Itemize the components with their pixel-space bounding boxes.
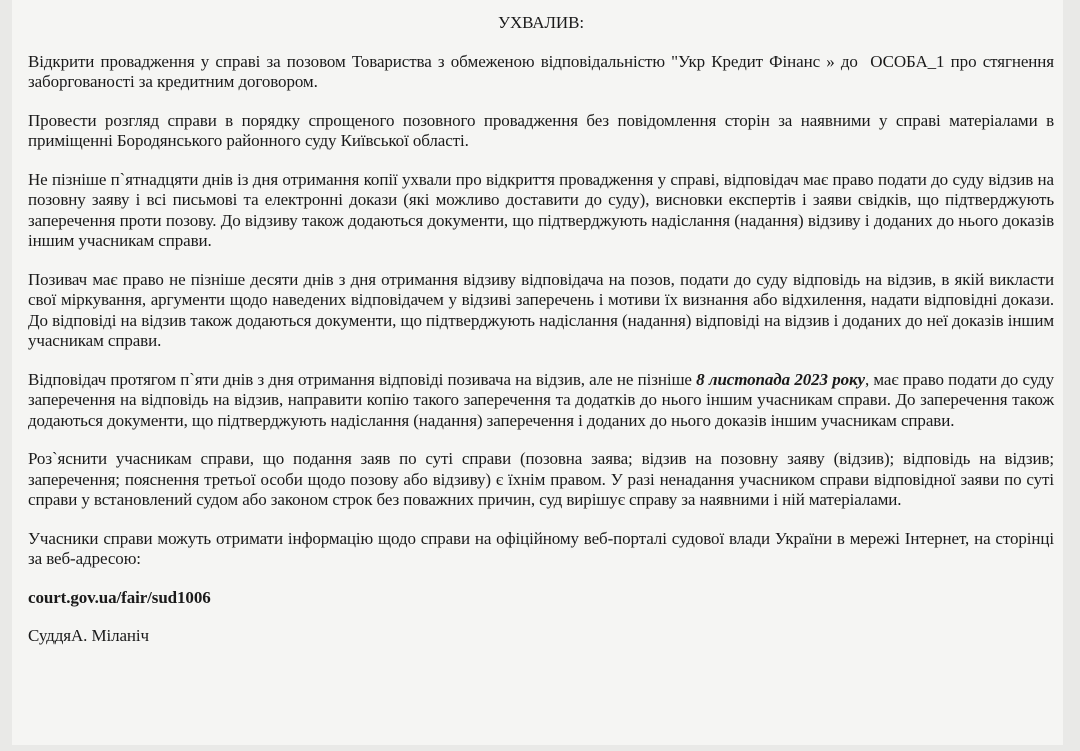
paragraph-web-portal-info: Учасники справи можуть отримати інформацію щодо справи на офіційному веб-порталі судової влади України в мережі Інтернет, на сторінці за веб-адресою:	[28, 528, 1054, 568]
paragraph-open-proceedings: Відкрити провадження у справі за позовом Товариства з обмеженою відповідальністю "Укр Кредит Фінанс » до ОСОБА_1 про стягнення заборгованості за кредитним договором.	[28, 51, 1054, 91]
objection-deadline-date: 8 листопада 2023 року	[696, 369, 865, 389]
paragraph-plaintiff-reply-term: Позивач має право не пізніше десяти днів з дня отримання відзиву відповідача на позов, подати до суду відповідь на відзив, в якій викласти свої міркування, аргументи щодо наведених відповідачем у відзиві заперечень і мотиви їх визнання або відхилення, надати відповідні докази. До відповіді на відзив також додаються документи, що підтверджують надіслання (надання) відповіді на відзив і доданих до неї доказів іншим учасникам справи.	[28, 269, 1054, 350]
paragraph-clarification-of-rights: Роз`яснити учасникам справи, що подання заяв по суті справи (позовна заява; відзив на позовну заяву (відзив); відповідь на відзив; заперечення; пояснення третьої особи щодо позову або відзиву) є їхнім правом. У разі ненадання учасником справи відповідної заяви по суті справи у встановлений судом або законом строк без поважних причин, суд вирішує справу за наявними і ній матеріалами.	[28, 449, 1054, 509]
paragraph-simplified-procedure: Провести розгляд справи в порядку спрощеного позовного провадження без повідомлення сторін за наявними у справі матеріалами в приміщенні Бородянського районного суду Київської області.	[28, 110, 1054, 150]
ruling-heading: УХВАЛИВ:	[498, 13, 584, 32]
document-sheet	[12, 0, 1063, 745]
objection-text-after: , має право подати до суду заперечення на відповідь на відзив, направити копію такого заперечення та додатків до нього іншим учасникам справи. До заперечення також додаються документи, що підтверджують надіслання (надання) заперечення і доданих до нього доказів іншим учасникам справи.	[28, 369, 1054, 430]
objection-text-before: Відповідач протягом п`яти днів з дня отримання відповіді позивача на відзив, але не пізніше	[28, 369, 697, 389]
judge-signature: СуддяА. Міланіч	[28, 626, 149, 645]
court-portal-url: court.gov.ua/fair/sud1006	[28, 587, 211, 607]
paragraph-defendant-response-term: Не пізніше п`ятнадцяти днів із дня отримання копії ухвали про відкриття провадження у справі, відповідач має право подати до суду відзив на позовну заяву і всі письмові та електронні докази (які можливо доставити до суду), висновки експертів і заяви свідків, що підтверджують заперечення проти позову. До відзиву також додаються документи, що підтверджують надіслання (надання) відзиву і доданих до нього доказів іншим учасникам справи.	[28, 169, 1054, 250]
paragraph-objection-term	[28, 370, 1054, 432]
